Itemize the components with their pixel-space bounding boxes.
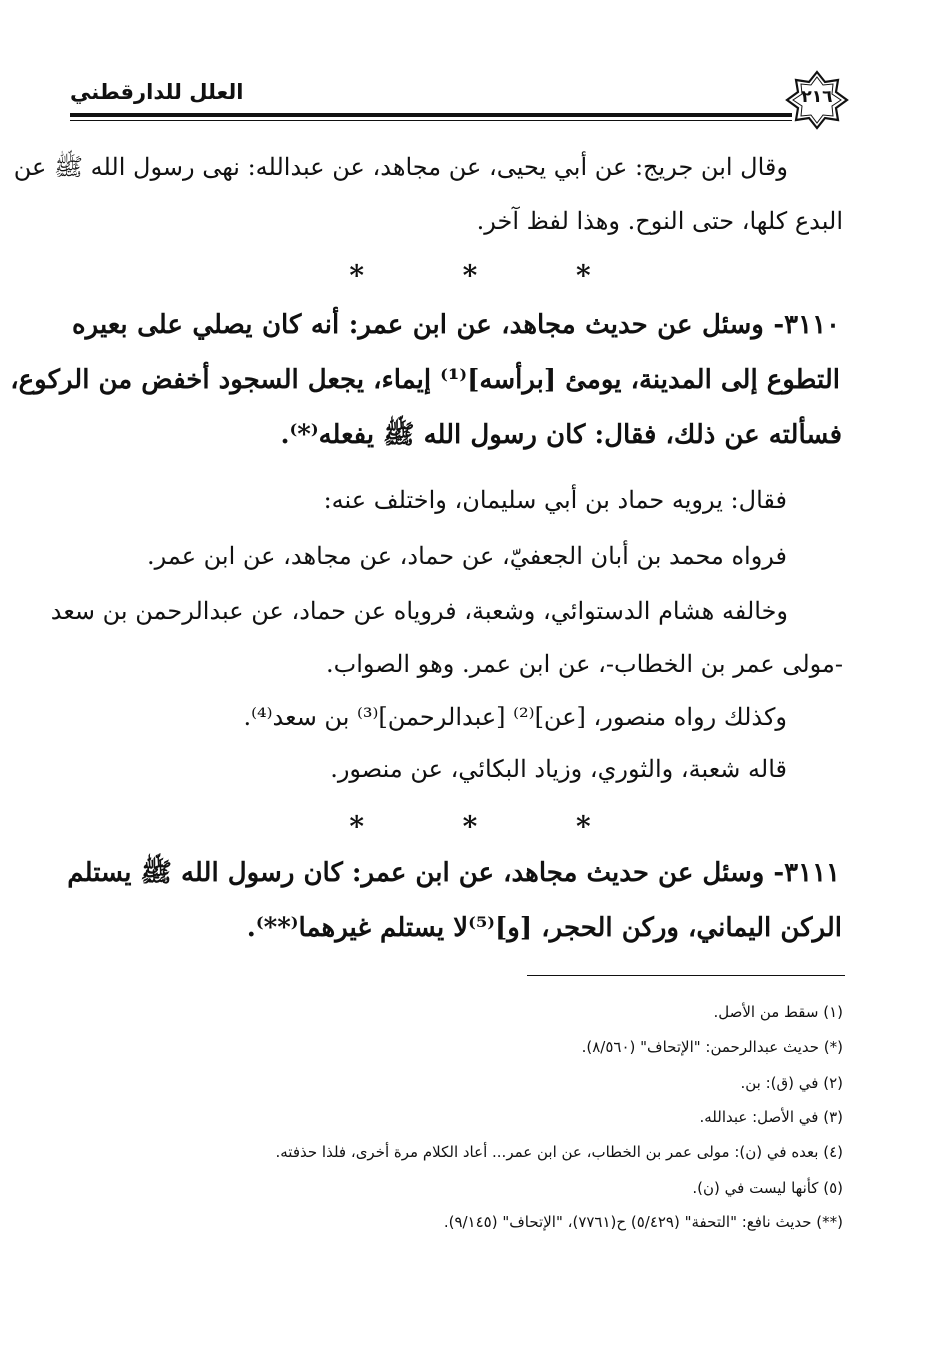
footnote: (٥) كأنها ليست في (ن). (692, 1179, 843, 1197)
header-rule-thick (70, 113, 792, 117)
question-3110-line: ٣١١٠- وسئل عن حديث مجاهد، عن ابن عمر: أنه كان يصلي على بعيره (72, 310, 840, 340)
footnote: (٢) في (ق): بن. (740, 1074, 843, 1092)
footnote: (**) حديث نافع: "التحفة" (٥/٤٢٩) ح(٧٧٦١)، "الإتحاف" (٩/١٤٥). (443, 1213, 843, 1231)
answer-line: قاله شعبة، والثوري، وزياد البكائي، عن منصور. (330, 755, 787, 783)
section-separator (300, 810, 640, 843)
footnote: (٣) في الأصل: عبدالله. (699, 1108, 843, 1126)
page-header (70, 70, 850, 130)
question-3111-line: الركن اليماني، وركن الحجر، [و]⁽⁵⁾لا يستلم غيرهما⁽**⁾. (246, 913, 842, 943)
answer-line: وخالفه هشام الدستوائي، وشعبة، فروياه عن حماد، عن عبدالرحمن بن سعد (50, 597, 788, 625)
answer-line: -مولى عمر بن الخطاب-، عن ابن عمر. وهو الصواب. (325, 650, 843, 678)
paragraph-line: وقال ابن جريج: عن أبي يحيى، عن مجاهد، عن عبدالله: نهى رسول الله ﷺ عن (13, 153, 788, 181)
footnote: (١) سقط من الأصل. (713, 1003, 843, 1021)
answer-line: فرواه محمد بن أبان الجعفيّ، عن حماد، عن مجاهد، عن ابن عمر. (146, 542, 787, 570)
page-number: ٢١٦ (801, 87, 833, 107)
question-3110-line: التطوع إلى المدينة، يومئ [برأسه]⁽¹⁾ إيماء، يجعل السجود أخفض من الركوع، (10, 365, 840, 395)
paragraph-line: البدع كلها، حتى النوح. وهذا لفظ آخر. (476, 207, 843, 235)
footnote: (٤) بعده في (ن): مولى عمر بن الخطاب، عن ابن عمر... أعاد الكلام مرة أخرى، فلذا حذفته. (275, 1143, 843, 1161)
separator-star: * (575, 810, 591, 843)
separator-star: * (462, 259, 478, 292)
book-title: العلل للدارقطني (70, 80, 244, 104)
answer-line: فقال: يرويه حماد بن أبي سليمان، واختلف عنه: (323, 486, 787, 514)
question-3111-line: ٣١١١- وسئل عن حديث مجاهد، عن ابن عمر: كان رسول الله ﷺ يستلم (67, 858, 840, 888)
separator-star: * (575, 259, 591, 292)
page-number-badge (784, 70, 850, 130)
header-rule-thin (70, 120, 792, 121)
separator-star: * (349, 259, 364, 292)
answer-line: وكذلك رواه منصور، [عن]⁽²⁾ [عبدالرحمن]⁽³⁾ بن سعد⁽⁴⁾. (243, 703, 787, 731)
section-separator (300, 259, 640, 292)
footnote: (*) حديث عبدالرحمن: "الإتحاف" (٨/٥٦٠). (581, 1038, 843, 1056)
question-3110-line: فسألته عن ذلك، فقال: كان رسول الله ﷺ يفعله⁽*⁾. (280, 420, 842, 450)
separator-star: * (349, 810, 364, 843)
separator-star: * (462, 810, 478, 843)
footnote-rule (527, 975, 845, 976)
